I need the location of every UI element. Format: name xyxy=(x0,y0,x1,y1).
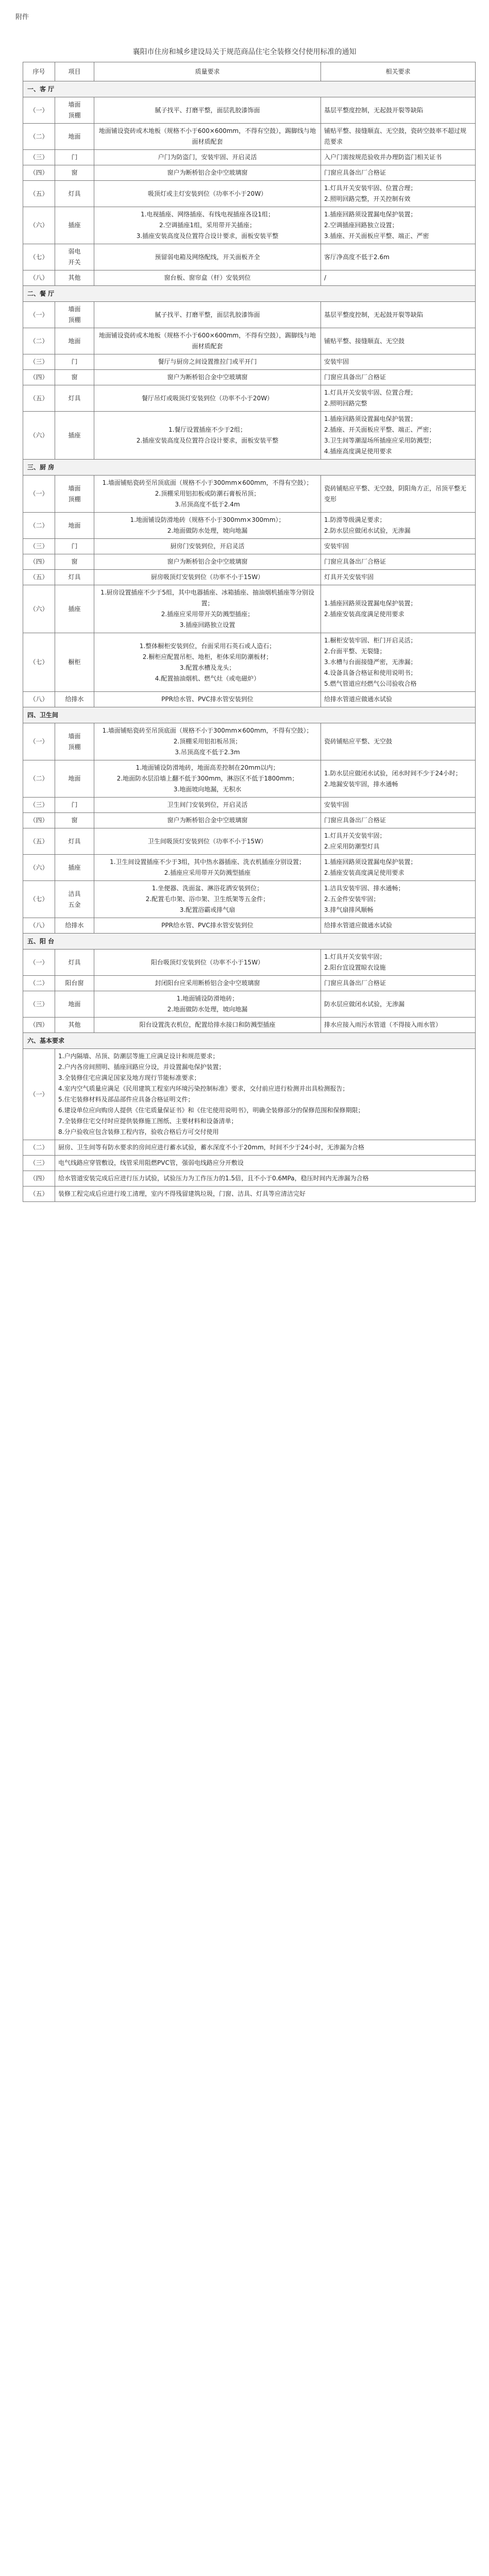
section-row xyxy=(23,460,476,476)
table-row xyxy=(23,918,476,934)
row-item: 墙面 顶棚 xyxy=(55,97,94,124)
row-number: （二） xyxy=(23,513,55,539)
table-row xyxy=(23,165,476,181)
table-row xyxy=(23,181,476,207)
attachment-label: 附件 xyxy=(15,13,29,21)
row-number: （三） xyxy=(23,150,55,165)
row-quality-requirement: 1.电视插座、网络插座、有线电视插座各设1组； 2.空调插座1组，采用带开关插座； 3.插座安装高度及位置符合设计要求，面板安装平整 xyxy=(94,207,321,244)
row-quality-requirement: PPR给水管、PVC排水管安装到位 xyxy=(94,918,321,934)
row-quality-requirement: 窗户为断桥铝合金中空玻璃窗 xyxy=(94,370,321,385)
row-quality-requirement: 1.地面铺设防滑地砖； 2.地面做防水处理，坡向地漏 xyxy=(94,991,321,1018)
row-quality-requirement: 窗户为断桥铝合金中空玻璃窗 xyxy=(94,813,321,828)
document-title: 襄阳市住房和城乡建设局关于规范商品住宅全装修交付使用标准的通知 xyxy=(132,48,357,56)
row-related-requirement: 1.灯具开关安装牢固、位置合理； 2.照明回路完整 xyxy=(321,385,476,412)
table-row xyxy=(23,760,476,798)
row-quality-requirement: 1.厨房设置插座不少于5组，其中电器插座、冰箱插座、抽油烟机插座等分别设置； 2.插座应采用带开关防溅型插座； 3.插座回路独立设置 xyxy=(94,585,321,633)
row-general-requirement: 厨房、卫生间等有防水要求的房间应进行蓄水试验，蓄水深度不小于20mm，时间不少于24小时，无渗漏为合格 xyxy=(55,1140,476,1156)
row-related-requirement: 铺贴平整、接缝顺直、无空鼓，瓷砖空鼓率不超过规范要求 xyxy=(321,124,476,150)
row-number: （七） xyxy=(23,881,55,918)
row-number: （七） xyxy=(23,633,55,692)
row-number: （八） xyxy=(23,270,55,286)
section-row xyxy=(23,707,476,723)
row-general-requirement: 装修工程完成后应进行竣工清理，室内不得残留建筑垃圾，门窗、洁具、灯具等应清洁完好 xyxy=(55,1187,476,1202)
row-quality-requirement: 吸顶灯或主灯安装到位（功率不小于20W） xyxy=(94,181,321,207)
row-number: （二） xyxy=(23,976,55,991)
table-row xyxy=(23,828,476,855)
table-row xyxy=(23,798,476,813)
row-quality-requirement: 1.卫生间设置插座不少于3组，其中热水器插座、洗衣机插座分别设置； 2.插座应采用带开关防溅型插座 xyxy=(94,855,321,881)
row-item: 墙面 顶棚 xyxy=(55,723,94,760)
row-related-requirement: 门窗应具备出厂合格证 xyxy=(321,370,476,385)
row-related-requirement: 1.灯具开关安装牢固、位置合理； 2.照明回路完整，开关控制有效 xyxy=(321,181,476,207)
row-quality-requirement: 阳台设置洗衣机位，配置给排水接口和防溅型插座 xyxy=(94,1018,321,1033)
row-related-requirement: 1.橱柜安装牢固、柜门开启灵活； 2.台面平整、无裂缝； 3.水槽与台面接缝严密，无渗漏； 4.设备具备合格证和使用说明书； 5.燃气管道应经燃气公司验收合格 xyxy=(321,633,476,692)
row-item: 门 xyxy=(55,539,94,554)
row-item: 窗 xyxy=(55,165,94,181)
row-quality-requirement: 卫生间吸顶灯安装到位（功率不小于15W） xyxy=(94,828,321,855)
row-number: （五） xyxy=(23,181,55,207)
table-row xyxy=(23,692,476,707)
row-number: （三） xyxy=(23,1156,55,1171)
row-quality-requirement: 腻子找平、打磨平整，面层乳胶漆饰面 xyxy=(94,302,321,328)
row-number: （七） xyxy=(23,244,55,270)
header-quality-requirement: 质量要求 xyxy=(94,62,321,81)
row-number: （三） xyxy=(23,354,55,370)
row-quality-requirement: 1.整体橱柜安装到位，台面采用石英石或人造石； 2.橱柜应配置吊柜、地柜，柜体采用防潮板材； 3.配置水槽及龙头； 4.配置抽油烟机、燃气灶（或电磁炉） xyxy=(94,633,321,692)
table-row xyxy=(23,881,476,918)
row-related-requirement: 1.防滑等级满足要求； 2.防水层应做闭水试验，无渗漏 xyxy=(321,513,476,539)
table-row xyxy=(23,1049,476,1140)
row-item: 插座 xyxy=(55,207,94,244)
row-item: 灯具 xyxy=(55,181,94,207)
section-title: 二、餐 厅 xyxy=(23,286,476,302)
row-quality-requirement: 1.地面铺设防滑地砖，地面高差控制在20mm以内； 2.地面防水层沿墙上翻不低于300mm，淋浴区不低于1800mm； 3.地面坡向地漏，无积水 xyxy=(94,760,321,798)
row-related-requirement: 铺贴平整、接缝顺直、无空鼓 xyxy=(321,328,476,354)
row-item: 洁具 五金 xyxy=(55,881,94,918)
row-number: （一） xyxy=(23,97,55,124)
row-number: （八） xyxy=(23,692,55,707)
section-row xyxy=(23,81,476,97)
table-row xyxy=(23,97,476,124)
row-number: （四） xyxy=(23,554,55,570)
row-number: （一） xyxy=(23,950,55,976)
row-number: （四） xyxy=(23,1171,55,1187)
table-header-row xyxy=(23,62,476,81)
row-quality-requirement: 阳台吸顶灯安装到位（功率不小于15W） xyxy=(94,950,321,976)
row-item: 门 xyxy=(55,798,94,813)
row-related-requirement: 1.灯具开关安装牢固； 2.应采用防潮型灯具 xyxy=(321,828,476,855)
row-general-requirement: 给水管道安装完成后应进行压力试验，试验压力为工作压力的1.5倍，且不小于0.6MPa，稳压时间内无渗漏为合格 xyxy=(55,1171,476,1187)
section-title: 四、卫生间 xyxy=(23,707,476,723)
row-quality-requirement: 窗户为断桥铝合金中空玻璃窗 xyxy=(94,165,321,181)
row-quality-requirement: 1.坐便器、洗面盆、淋浴花洒安装到位； 2.配置毛巾架、浴巾架、卫生纸架等五金件； 3.配置浴霸或排气扇 xyxy=(94,881,321,918)
row-number: （四） xyxy=(23,370,55,385)
row-number: （二） xyxy=(23,1140,55,1156)
row-item: 地面 xyxy=(55,513,94,539)
table-row xyxy=(23,1187,476,1202)
row-related-requirement: 门窗应具备出厂合格证 xyxy=(321,813,476,828)
row-related-requirement: 给排水管道应做通水试验 xyxy=(321,918,476,934)
row-quality-requirement: 预留弱电箱及网络配线，开关面板齐全 xyxy=(94,244,321,270)
row-quality-requirement: 餐厅与厨房之间设置推拉门或平开门 xyxy=(94,354,321,370)
table-row xyxy=(23,476,476,513)
row-number: （六） xyxy=(23,855,55,881)
row-quality-requirement: 厨房门安装到位，开启灵活 xyxy=(94,539,321,554)
row-general-requirement: 电气线路应穿管敷设，线管采用阻燃PVC管，强弱电线路应分开敷设 xyxy=(55,1156,476,1171)
table-row xyxy=(23,328,476,354)
row-item: 橱柜 xyxy=(55,633,94,692)
table-body xyxy=(23,81,476,1202)
table-row xyxy=(23,270,476,286)
header-number: 序号 xyxy=(23,62,55,81)
row-related-requirement: 入户门需按规范验收并办理防盗门相关证书 xyxy=(321,150,476,165)
section-title: 五、阳 台 xyxy=(23,934,476,950)
row-quality-requirement: 腻子找平、打磨平整，面层乳胶漆饰面 xyxy=(94,97,321,124)
row-related-requirement: 排水应接入雨污水管道（不得接入雨水管） xyxy=(321,1018,476,1033)
row-quality-requirement: PPR给水管、PVC排水管安装到位 xyxy=(94,692,321,707)
row-related-requirement: 1.灯具开关安装牢固； 2.阳台宜设置晾衣设施 xyxy=(321,950,476,976)
section-title: 一、客 厅 xyxy=(23,81,476,97)
row-item: 墙面 顶棚 xyxy=(55,302,94,328)
table-row xyxy=(23,585,476,633)
standards-table xyxy=(23,62,476,1202)
row-number: （二） xyxy=(23,328,55,354)
row-quality-requirement: 1.墙面铺贴瓷砖至吊顶底面（规格不小于300mm×600mm，不得有空鼓）； 2.顶棚采用铝扣板或防潮石膏板吊顶； 3.吊顶高度不低于2.4m xyxy=(94,476,321,513)
row-number: （二） xyxy=(23,760,55,798)
table-row xyxy=(23,813,476,828)
row-item: 地面 xyxy=(55,328,94,354)
row-related-requirement: 1.插座回路须设置漏电保护装置； 2.插座安装高度满足使用要求 xyxy=(321,855,476,881)
row-quality-requirement: 卫生间门安装到位，开启灵活 xyxy=(94,798,321,813)
row-related-requirement: 1.插座回路须设置漏电保护装置； 2.空调插座回路独立设置； 3.插座、开关面板应平整、端正、严密 xyxy=(321,207,476,244)
row-item: 灯具 xyxy=(55,950,94,976)
row-item: 地面 xyxy=(55,124,94,150)
row-quality-requirement: 餐厅吊灯或吸顶灯安装到位（功率不小于20W） xyxy=(94,385,321,412)
row-number: （一） xyxy=(23,476,55,513)
row-number: （四） xyxy=(23,1018,55,1033)
row-item: 门 xyxy=(55,354,94,370)
table-row xyxy=(23,513,476,539)
table-row xyxy=(23,207,476,244)
row-related-requirement: 瓷砖铺贴应平整、无空鼓 xyxy=(321,723,476,760)
table-row xyxy=(23,354,476,370)
row-item: 灯具 xyxy=(55,570,94,585)
row-number: （一） xyxy=(23,1049,55,1140)
table-row xyxy=(23,539,476,554)
table-row xyxy=(23,412,476,460)
table-row xyxy=(23,370,476,385)
row-related-requirement: 安装牢固 xyxy=(321,798,476,813)
row-related-requirement: 安装牢固 xyxy=(321,354,476,370)
row-number: （五） xyxy=(23,828,55,855)
row-item: 窗 xyxy=(55,370,94,385)
row-related-requirement: 门窗应具备出厂合格证 xyxy=(321,554,476,570)
row-number: （五） xyxy=(23,1187,55,1202)
row-item: 窗 xyxy=(55,813,94,828)
table-row xyxy=(23,1018,476,1033)
section-title: 三、厨 房 xyxy=(23,460,476,476)
row-number: （三） xyxy=(23,798,55,813)
table-row xyxy=(23,633,476,692)
row-item: 其他 xyxy=(55,1018,94,1033)
row-item: 插座 xyxy=(55,412,94,460)
row-number: （五） xyxy=(23,570,55,585)
row-related-requirement: 门窗应具备出厂合格证 xyxy=(321,976,476,991)
row-related-requirement: 防水层应做闭水试验，无渗漏 xyxy=(321,991,476,1018)
table-row xyxy=(23,723,476,760)
row-item: 给排水 xyxy=(55,692,94,707)
row-related-requirement: 客厅净高度不低于2.6m xyxy=(321,244,476,270)
section-row xyxy=(23,286,476,302)
row-related-requirement: 基层平整度控制，无起鼓开裂等缺陷 xyxy=(321,97,476,124)
row-number: （三） xyxy=(23,539,55,554)
row-number: （六） xyxy=(23,207,55,244)
table-row xyxy=(23,855,476,881)
row-quality-requirement: 窗台板、窗帘盒（杆）安装到位 xyxy=(94,270,321,286)
row-item: 其他 xyxy=(55,270,94,286)
table-row xyxy=(23,991,476,1018)
row-quality-requirement: 厨房吸顶灯安装到位（功率不小于15W） xyxy=(94,570,321,585)
row-number: （三） xyxy=(23,991,55,1018)
table-row xyxy=(23,150,476,165)
table-row xyxy=(23,302,476,328)
row-quality-requirement: 1.餐厅设置插座不少于2组； 2.插座安装高度及位置符合设计要求，面板安装平整 xyxy=(94,412,321,460)
row-related-requirement: 基层平整度控制，无起鼓开裂等缺陷 xyxy=(321,302,476,328)
row-related-requirement: 1.洁具安装牢固、排水通畅； 2.五金件安装牢固； 3.排气扇排风顺畅 xyxy=(321,881,476,918)
row-item: 灯具 xyxy=(55,385,94,412)
row-related-requirement: / xyxy=(321,270,476,286)
row-general-requirement: 1.户内隔墙、吊顶、防潮层等施工应满足设计和规范要求； 2.户内各房间照明、插座回路应分设，并设置漏电保护装置； 3.全装修住宅应满足国家及地方现行节能标准要求； 4.室内空气质量应满足《民用建筑工程室内环境污染控制标准》要求，交付前应进行检测并出具检测报告； 5.住宅装修材料及部品部件应具备合格证明文件； 6.建设单位应向购房人提供《住宅质量保证书》和《住宅使用说明书》，明确全装修部分的保修范围和保修期限； 7.全装修住宅交付时应提供装修施工图纸、主要材料和设备清单； 8.分户验收应包含装修工程内容，验收合格后方可交付使用 xyxy=(55,1049,476,1140)
row-item: 弱电 开关 xyxy=(55,244,94,270)
table-row xyxy=(23,124,476,150)
section-row xyxy=(23,1033,476,1049)
row-number: （四） xyxy=(23,813,55,828)
row-item: 地面 xyxy=(55,760,94,798)
row-number: （二） xyxy=(23,124,55,150)
row-quality-requirement: 窗户为断桥铝合金中空玻璃窗 xyxy=(94,554,321,570)
row-item: 地面 xyxy=(55,991,94,1018)
row-related-requirement: 1.插座回路须设置漏电保护装置； 2.插座安装高度满足使用要求 xyxy=(321,585,476,633)
table-row xyxy=(23,976,476,991)
row-item: 门 xyxy=(55,150,94,165)
row-quality-requirement: 户门为防盗门，安装牢固、开启灵活 xyxy=(94,150,321,165)
row-number: （六） xyxy=(23,585,55,633)
row-quality-requirement: 封闭阳台应采用断桥铝合金中空玻璃窗 xyxy=(94,976,321,991)
section-row xyxy=(23,934,476,950)
row-number: （五） xyxy=(23,385,55,412)
row-quality-requirement: 地面铺设瓷砖或木地板（规格不小于600×600mm，不得有空鼓），踢脚线与地面材质配套 xyxy=(94,124,321,150)
row-related-requirement: 门窗应具备出厂合格证 xyxy=(321,165,476,181)
section-title: 六、基本要求 xyxy=(23,1033,476,1049)
row-item: 阳台窗 xyxy=(55,976,94,991)
row-item: 墙面 顶棚 xyxy=(55,476,94,513)
header-related-requirement: 相关要求 xyxy=(321,62,476,81)
table-row xyxy=(23,1156,476,1171)
row-item: 插座 xyxy=(55,855,94,881)
row-number: （一） xyxy=(23,302,55,328)
row-number: （六） xyxy=(23,412,55,460)
row-item: 插座 xyxy=(55,585,94,633)
table-row xyxy=(23,1140,476,1156)
row-quality-requirement: 1.地面铺设防滑地砖（规格不小于300mm×300mm）； 2.地面做防水处理，坡向地漏 xyxy=(94,513,321,539)
row-quality-requirement: 地面铺设瓷砖或木地板（规格不小于600×600mm，不得有空鼓），踢脚线与地面材质配套 xyxy=(94,328,321,354)
table-row xyxy=(23,570,476,585)
row-item: 给排水 xyxy=(55,918,94,934)
row-related-requirement: 1.防水层应做闭水试验，闭水时间不少于24小时； 2.地漏安装牢固，排水通畅 xyxy=(321,760,476,798)
row-related-requirement: 1.插座回路须设置漏电保护装置； 2.插座、开关面板应平整、端正、严密； 3.卫生间等潮湿场所插座应采用防溅型； 4.插座高度满足使用要求 xyxy=(321,412,476,460)
table-row xyxy=(23,1171,476,1187)
row-number: （一） xyxy=(23,723,55,760)
table-row xyxy=(23,950,476,976)
table-row xyxy=(23,244,476,270)
row-number: （四） xyxy=(23,165,55,181)
row-quality-requirement: 1.墙面铺贴瓷砖至吊顶底面（规格不小于300mm×600mm，不得有空鼓）； 2.顶棚采用铝扣板吊顶； 3.吊顶高度不低于2.3m xyxy=(94,723,321,760)
row-item: 窗 xyxy=(55,554,94,570)
table-row xyxy=(23,554,476,570)
row-related-requirement: 安装牢固 xyxy=(321,539,476,554)
table-row xyxy=(23,385,476,412)
row-related-requirement: 灯具开关安装牢固 xyxy=(321,570,476,585)
row-number: （八） xyxy=(23,918,55,934)
row-item: 灯具 xyxy=(55,828,94,855)
header-item: 项目 xyxy=(55,62,94,81)
row-related-requirement: 给排水管道应做通水试验 xyxy=(321,692,476,707)
row-related-requirement: 瓷砖铺贴应平整、无空鼓，阴阳角方正，吊顶平整无变形 xyxy=(321,476,476,513)
